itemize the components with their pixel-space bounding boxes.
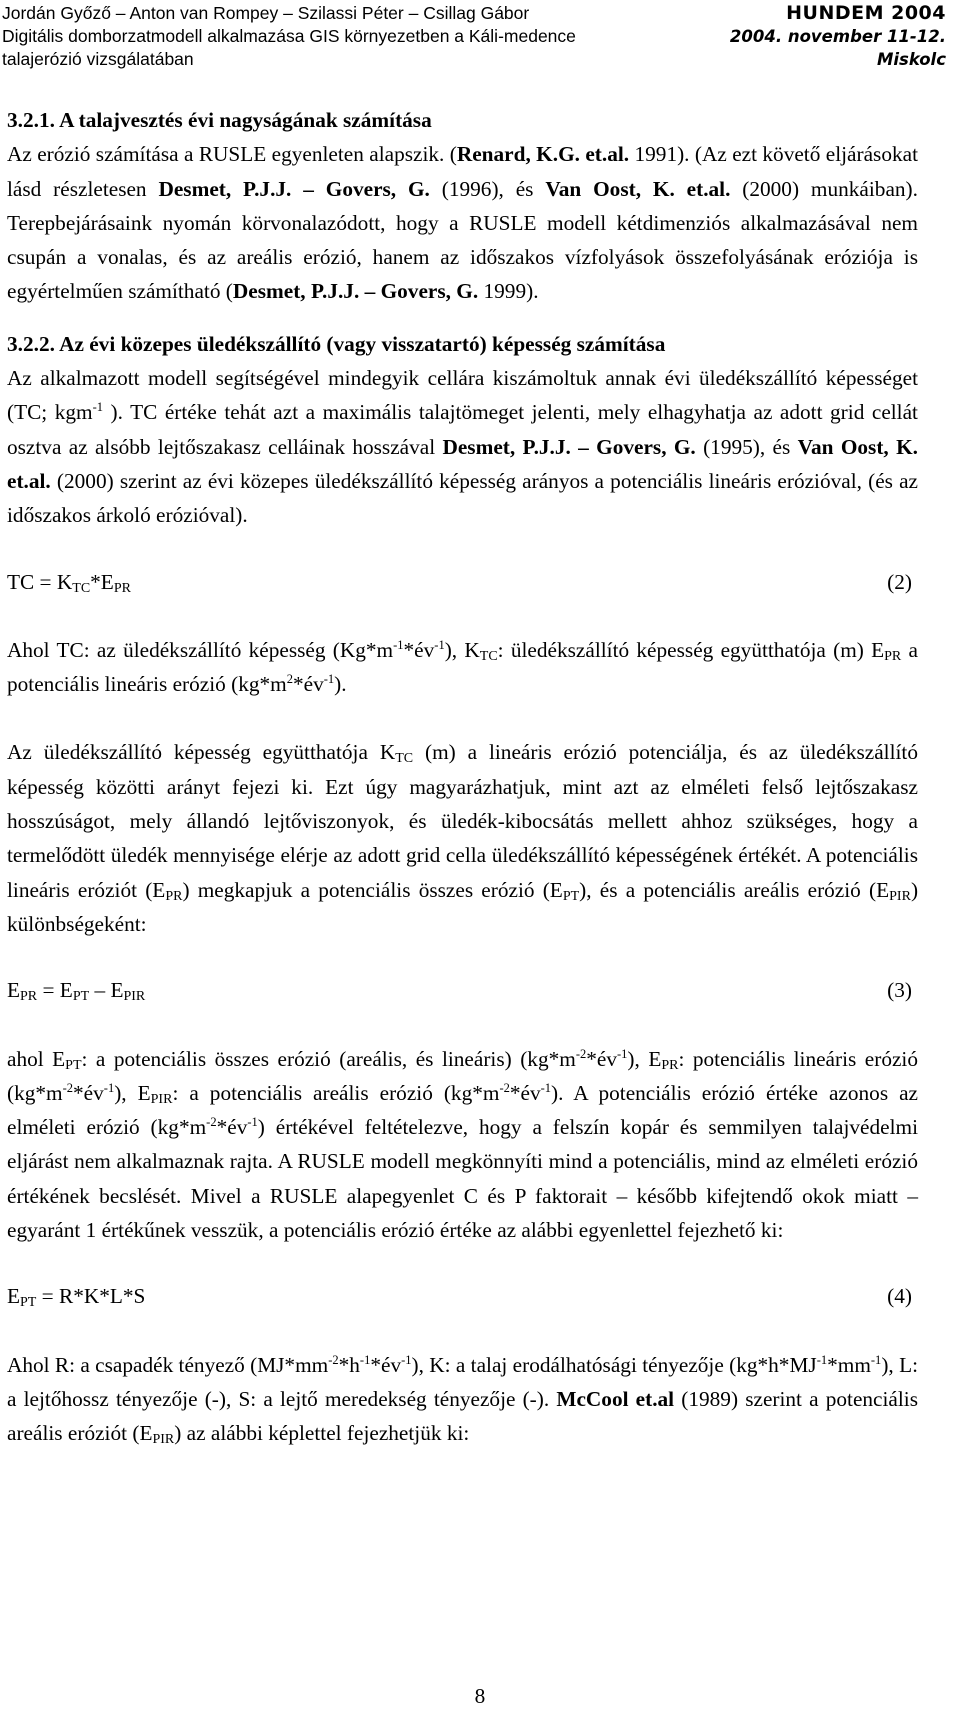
citation: Van Oost, K. et.al. — [7, 434, 918, 493]
equation-4 — [7, 1279, 918, 1313]
equation-4-number: (4) — [887, 1284, 912, 1309]
header-title-line1: Digitális domborzatmodell alkalmazása GIS környezetben a Káli-medence — [2, 26, 576, 46]
citation: McCool et.al — [556, 1386, 675, 1411]
header-title-line2: talajerózió vizsgálatában — [2, 49, 194, 69]
equation-2 — [7, 565, 918, 599]
citation: Desmet, P.J.J. – Govers, G. — [232, 279, 479, 304]
equation-2-number: (2) — [887, 569, 912, 594]
header-conference: HUNDEM 2004 — [786, 2, 946, 24]
section-heading-322: 3.2.2. Az évi közepes üledékszállító (vagy visszatartó) képesség számítása — [7, 331, 666, 356]
paragraph-eq2-description: Ahol TC: az üledékszállító képesség $(Kg*m^{-1}*év^{-1})$, $K_{TC}$: üledékszállító képesség együtthatója (m) $E_{PR}$ a potenciális lineáris erózió $(kg*m^2*év^{-1})$. — [7, 637, 918, 697]
main-text — [7, 103, 918, 1451]
equation-3 — [7, 973, 918, 1007]
paragraph-ktc: Az üledékszállító képesség együtthatója $K_{TC}$ (m) a lineáris erózió potenciálja, és az üledékszállító képesség közötti arányt fejezi ki. Ezt úgy magyarázhatjuk, mint azt az elméleti felső lejtőszakasz hosszúságot, mely állandó lejtőviszonyok, és üledék-kibocsátás mellett ahhoz szükséges, hogy a termelődött üledék mennyisége elérje az adott grid cella üledékszállító képességének értékét. A potenciális lineáris eróziót $(E_{PR})$ megkapjuk a potenciális összes erózió $(E_{PT})$, és a potenciális areális erózió $(E_{PIR})$ különbségeként: — [7, 740, 919, 936]
equation-3-formula: $E_{PR} = E_{PT} - E_{PIR}$ — [7, 978, 146, 1005]
page-number: 8 — [474, 1684, 486, 1708]
paragraph-rusle: Az erózió számítása a RUSLE egyenleten alapszik. (Renard, K.G. et.al. 1991). (Az ezt követő eljárásokat lásd részletesen Desmet, P.J.J. – Govers, G. (1996), és Van Oost, K. et.al. (2000) munkáiban). Terepbejárásaink nyomán körvonalazódott, hogy a RUSLE modell kétdimenziós alkalmazásával nem csupán a vonalas, és az areális erózió, hanem az időszakos vízfolyások összefolyásának eróziója is egyértelműen számítható (Desmet, P.J.J. – Govers, G. 1999). — [7, 142, 918, 304]
section-heading-321: 3.2.1. A talajvesztés évi nagyságának számítása — [7, 108, 432, 132]
paragraph-r-factor: Ahol R: a csapadék tényező $(MJ*mm^{-2}*h^{-1}*év^{-1})$, K: a talaj erodálhatósági tényezője $(kg*h*MJ^{-1}*mm^{-1})$, L: a lejtőhossz tényezője (-), S: a lejtő meredekség tényezője (-). McCool et.al (1989) szerint a potenciális areális eróziót $(E_{PIR})$ az alábbi képlettel fejezhetjük ki: — [7, 1352, 918, 1448]
header-date: 2004. november 11-12. — [729, 27, 946, 46]
citation: Desmet, P.J.J. – Govers, G. — [158, 176, 430, 201]
header-left — [2, 2, 576, 71]
paragraph-ept: ahol $E_{PT}$: a potenciális összes erózió (areális, és lineáris) $(kg*m^{-2}*év^{-1})$, $E_{PR}$: potenciális lineáris erózió $(kg*m^{-2}*év^{-1})$, $E_{PIR}$: a potenciális areális erózió $(kg*m^{-2}*év^{-1})$. A potenciális erózió értéke azonos az elméleti erózió $(kg*m^{-2}*év^{-1})$ értékével feltételezve, hogy a felszín kopár és semmilyen talajvédelmi eljárást nem alkalmaznak rajta. A RUSLE modell megkönnyíti mind a potenciális, mind az elméleti erózió értékének becslését. Mivel a RUSLE alapegyenlet C és P faktorait – később kifejtendő okok miatt – egyaránt 1 értékűnek vesszük, a potenciális erózió értéke az alábbi egyenlettel fejezhető ki: — [7, 1046, 919, 1243]
citation: Renard, K.G. et.al. — [456, 142, 630, 167]
header-right — [730, 2, 946, 71]
equation-3-number: (3) — [887, 978, 912, 1003]
header-place: Miskolc — [876, 50, 946, 69]
header-authors: Jordán Győző – Anton van Rompey – Szilassi Péter – Csillag Gábor — [2, 3, 530, 23]
paragraph-tc: Az alkalmazott modell segítségével mindegyik cellára kiszámoltuk annak évi üledékszállító képességet (TC; kgm$^{-1}$ ). TC értéke tehát azt a maximális talajtömeget jelenti, mely elhagyhatja az adott grid cellát osztva az alsóbb lejtőszakasz celláinak hosszával Desmet, P.J.J. – Govers, G. (1995), és Van Oost, K. et.al. (2000) szerint az évi közepes üledékszállító képesség arányos a potenciális lineáris erózióval, (és az időszakos árkoló erózióval). — [7, 366, 918, 528]
equation-4-formula: $E_{PT} = R*K*L*S$ — [7, 1284, 146, 1311]
citation: Van Oost, K. et.al. — [545, 176, 731, 201]
citation: Desmet, P.J.J. – Govers, G. — [442, 434, 696, 459]
equation-2-formula: TC = $K_{TC}*E_{PR}$ — [7, 569, 131, 596]
running-header — [0, 0, 960, 78]
